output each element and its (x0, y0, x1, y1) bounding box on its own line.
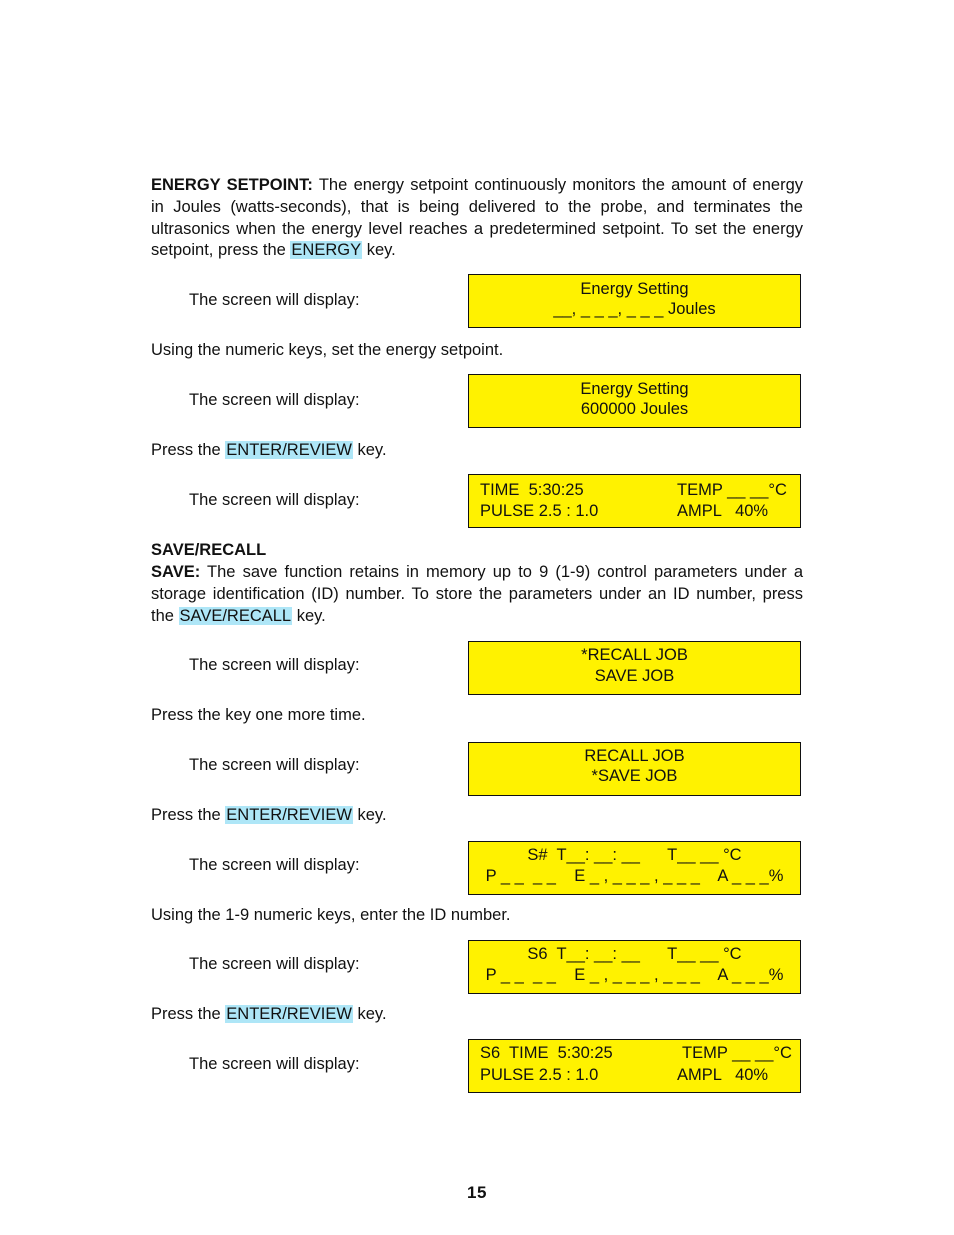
screen-display-label: The screen will display: (189, 756, 360, 774)
enter-review-key: ENTER/REVIEW (226, 441, 352, 459)
save-paragraph (151, 562, 803, 627)
lcd-time: S6 TIME 5:30:25 (480, 1044, 613, 1062)
step-text (151, 1004, 387, 1024)
save-recall-key: SAVE/RECALL (179, 606, 292, 625)
enter-review-key: ENTER/REVIEW (226, 806, 352, 824)
section-heading: SAVE/RECALL (151, 541, 267, 559)
screen-display-label: The screen will display: (189, 291, 360, 309)
lcd-line: S# T__: __: __ T__ __ °C (527, 846, 742, 864)
lcd-pulse: PULSE 2.5 : 1.0 (480, 1066, 599, 1084)
energy-setpoint-lead: ENERGY SETPOINT: (151, 176, 313, 194)
lcd-screen-recall-selected (468, 641, 801, 695)
lcd-screen-saved-run-status (468, 1039, 801, 1093)
save-text: The save function retains in memory up to 9 (1-9) control parameters under a storage identification (ID) number. To store the parameters under an ID number, press the (151, 563, 803, 625)
step-text: Using the 1-9 numeric keys, enter the ID number. (151, 906, 511, 924)
screen-display-label: The screen will display: (189, 955, 360, 973)
lcd-line: *SAVE JOB (591, 767, 678, 785)
lcd-ampl: AMPL 40% (677, 1066, 769, 1084)
screen-display-label: The screen will display: (189, 491, 360, 509)
lcd-time: TIME 5:30:25 (480, 481, 584, 499)
page-number: 15 (467, 1183, 487, 1202)
screen-display-label: The screen will display: (189, 1055, 360, 1073)
energy-setpoint-text: The energy setpoint continuously monitors the amount of energy in Joules (watts-seconds), that is being delivered to the probe, and terminates the ultrasonics when the energy level reaches a predetermined setpoint. To set the energy setpoint, press the (151, 176, 803, 260)
lcd-screen-id-six (468, 940, 801, 994)
lcd-screen-save-selected (468, 742, 801, 796)
lcd-line: 600000 Joules (580, 400, 689, 418)
step-text (151, 805, 387, 825)
screen-display-label: The screen will display: (189, 656, 360, 674)
save-lead: SAVE: (151, 563, 201, 581)
lcd-line: __, _ _ _, _ _ _ Joules (553, 300, 716, 318)
step-text-end: key. (352, 441, 387, 459)
step-text-end: key. (352, 806, 387, 824)
screen-display-label: The screen will display: (189, 391, 360, 409)
lcd-line: Energy Setting (580, 380, 689, 398)
step-text-start: Press the (151, 1005, 226, 1023)
lcd-line: S6 T__: __: __ T__ __ °C (527, 945, 742, 963)
lcd-line: P _ _ _ _ E _ , _ _ _ , _ _ _ A _ _ _% (485, 867, 784, 885)
screen-display-label: The screen will display: (189, 856, 360, 874)
step-text-start: Press the (151, 441, 226, 459)
lcd-temp: TEMP __ __°C (677, 481, 787, 499)
lcd-temp: TEMP __ __°C (682, 1044, 792, 1062)
lcd-line: P _ _ _ _ E _ , _ _ _ , _ _ _ A _ _ _% (485, 966, 784, 984)
lcd-line: *RECALL JOB (581, 646, 688, 664)
enter-review-key: ENTER/REVIEW (226, 1005, 352, 1023)
energy-setpoint-paragraph (151, 175, 803, 262)
step-text-start: Press the (151, 806, 226, 824)
energy-setpoint-text-end: key. (362, 241, 396, 260)
step-text-end: key. (352, 1005, 387, 1023)
lcd-line: SAVE JOB (594, 667, 675, 685)
step-text: Press the key one more time. (151, 706, 366, 724)
lcd-screen-run-status (468, 474, 801, 528)
step-text: Using the numeric keys, set the energy setpoint. (151, 341, 504, 359)
lcd-screen-id-blank (468, 841, 801, 895)
lcd-line: Energy Setting (580, 280, 689, 298)
lcd-screen-energy-setting-value (468, 374, 801, 428)
lcd-screen-energy-setting-blank (468, 274, 801, 328)
save-text-end: key. (292, 606, 326, 625)
lcd-pulse: PULSE 2.5 : 1.0 (480, 502, 599, 520)
lcd-ampl: AMPL 40% (677, 502, 769, 520)
energy-key: ENERGY (291, 241, 362, 260)
step-text (151, 440, 387, 460)
lcd-line: RECALL JOB (584, 747, 685, 765)
